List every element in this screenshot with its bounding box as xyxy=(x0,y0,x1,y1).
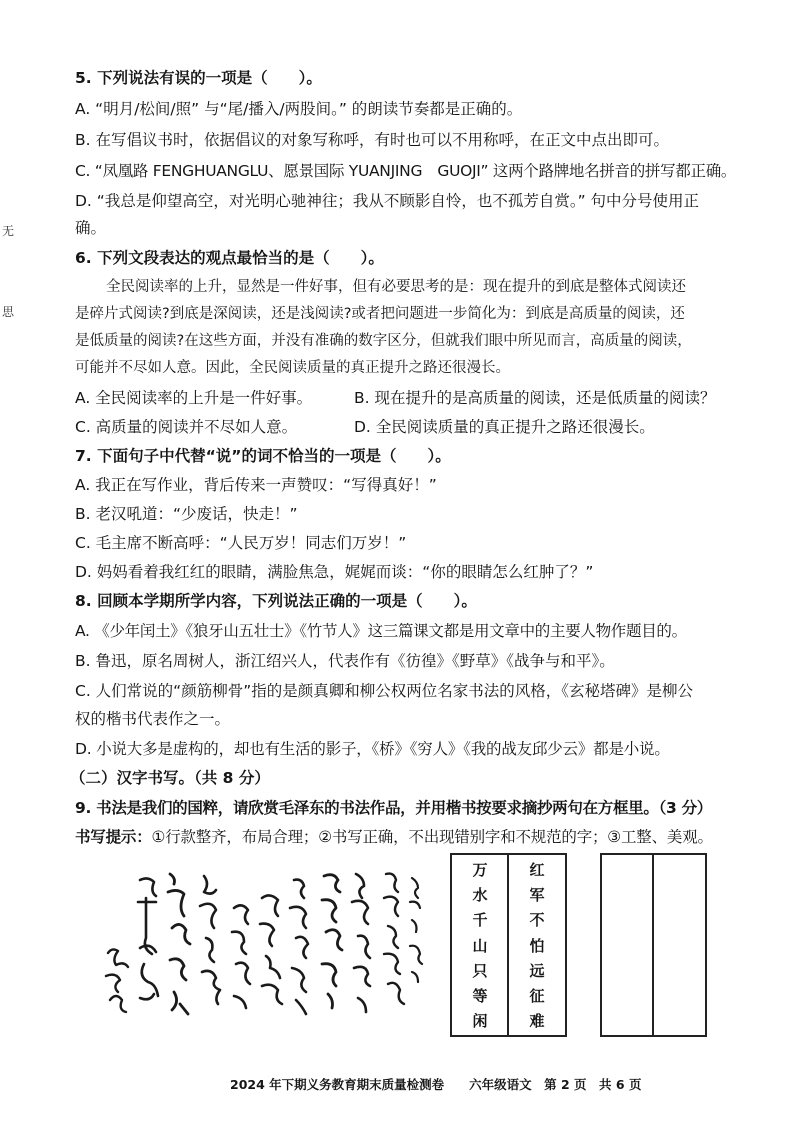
question-6-option-a: A. 全民阅读率的上升是一件好事。 xyxy=(75,389,313,407)
question-8-option-a: A. 《少年闰土》《狼牙山五壮士》《竹节人》这三篇课文都是用文章中的主要人物作题目的。 xyxy=(75,622,687,640)
box-char: 水 xyxy=(472,886,488,905)
box-char: 山 xyxy=(472,936,488,955)
question-5-option-a: A. “明月/松间/照” 与“尾/播入/两股间。” 的朗读节奏都是正确的。 xyxy=(75,100,523,118)
box-char: 难 xyxy=(529,1011,545,1030)
question-5-option-b: B. 在写倡议书时，依据倡议的对象写称呼，有时也可以不用称呼，在正文中点出即可。 xyxy=(75,131,669,149)
question-6-passage-line: 全民阅读率的上升，显然是一件好事，但有必要思考的是：现在提升的到底是整体式阅读还 xyxy=(106,279,686,295)
box-char: 军 xyxy=(529,886,545,905)
question-5-option-c: C. “凤凰路 FENGHUANGLU、愿景国际 YUANJING GUOJI” 这两个路牌地名拼音的拼写都正确。 xyxy=(75,162,737,180)
writing-box-filled xyxy=(450,853,567,1037)
box-char: 闲 xyxy=(472,1011,488,1030)
box-char: 征 xyxy=(529,986,545,1005)
question-6-passage-line: 是碎片式阅读?到底是深阅读，还是浅阅读?或者把问题进一步简化为：到底是高质量的阅读，还 xyxy=(75,306,685,322)
tip-label: 书写提示： xyxy=(75,828,152,846)
box-column-2 xyxy=(509,855,565,1035)
box-char: 只 xyxy=(472,961,488,980)
question-6-option-b: B. 现在提升的是高质量的阅读，还是低质量的阅读？ xyxy=(354,389,716,407)
box-column-1 xyxy=(452,855,508,1035)
question-7-option-b: B. 老汉吼道：“少废话，快走！” xyxy=(75,505,298,523)
question-6-passage-line: 是低质量的阅读?在这些方面，并没有准确的数字区分，但就我们眼中所见而言，高质量的阅读， xyxy=(75,333,692,349)
page-footer: 2024 年下期义务教育期末质量检测卷 六年级语文 第 2 页 共 6 页 xyxy=(230,1077,642,1092)
box-char: 红 xyxy=(529,861,545,880)
question-5-stem: 5. 下列说法有误的一项是（ ）。 xyxy=(75,69,322,87)
margin-char: 无 xyxy=(2,224,15,238)
answer-box-empty[interactable] xyxy=(600,853,707,1037)
answer-box-divider xyxy=(652,855,654,1035)
question-5-option-d-cont: 确。 xyxy=(75,219,107,237)
box-char: 远 xyxy=(529,961,545,980)
question-6-passage-line: 可能并不尽如人意。因此，全民阅读质量的真正提升之路还很漫长。 xyxy=(75,360,510,376)
question-7-option-a: A. 我正在写作业，背后传来一声赞叹：“写得真好！” xyxy=(75,476,437,494)
box-char: 怕 xyxy=(529,936,545,955)
question-6-option-d: D. 全民阅读质量的真正提升之路还很漫长。 xyxy=(354,418,655,436)
question-9-stem: 9. 书法是我们的国粹，请欣赏毛泽东的书法作品，并用楷书按要求摘抄两句在方框里。（3 分） xyxy=(75,799,713,817)
box-char: 万 xyxy=(472,861,488,880)
margin-char: 思 xyxy=(2,305,15,319)
question-7-option-c: C. 毛主席不断高呼：“人民万岁！同志们万岁！” xyxy=(75,534,407,552)
question-8-stem: 8. 回顾本学期所学内容，下列说法正确的一项是（ ）。 xyxy=(75,592,477,610)
question-8-option-d: D. 小说大多是虚构的，却也有生活的影子，《桥》《穷人》《我的战友邱少云》都是小说。 xyxy=(75,740,670,758)
question-5-option-d: D. “我总是仰望高空，对光明心驰神往；我从不顾影自怜，也不孤芳自赏。” 句中分号使用正 xyxy=(75,192,700,210)
box-char: 千 xyxy=(472,911,488,930)
calligraphy-artwork xyxy=(100,868,430,1038)
question-9-tip xyxy=(75,826,713,848)
box-char: 等 xyxy=(472,986,488,1005)
question-8-option-c: C. 人们常说的“颜筋柳骨”指的是颜真卿和柳公权两位名家书法的风格，《玄秘塔碑》是柳公 xyxy=(75,682,693,700)
box-char: 不 xyxy=(529,911,545,930)
question-7-option-d: D. 妈妈看着我红红的眼睛，满脸焦急，娓娓而谈：“你的眼睛怎么红肿了？” xyxy=(75,563,594,581)
question-6-stem: 6. 下列文段表达的观点最恰当的是（ ）。 xyxy=(75,249,384,267)
question-7-stem: 7. 下面句子中代替“说”的词不恰当的一项是（ ）。 xyxy=(75,447,451,465)
question-6-option-c: C. 高质量的阅读并不尽如人意。 xyxy=(75,418,298,436)
question-8-option-c-cont: 权的楷书代表作之一。 xyxy=(75,710,231,728)
question-8-option-b: B. 鲁迅，原名周树人，浙江绍兴人，代表作有《彷徨》《野草》《战争与和平》。 xyxy=(75,652,615,670)
tip-text: ①行款整齐，布局合理；②书写正确，不出现错别字和不规范的字；③工整、美观。 xyxy=(151,828,713,846)
section-2-title: （二）汉字书写。（共 8 分） xyxy=(70,769,270,787)
